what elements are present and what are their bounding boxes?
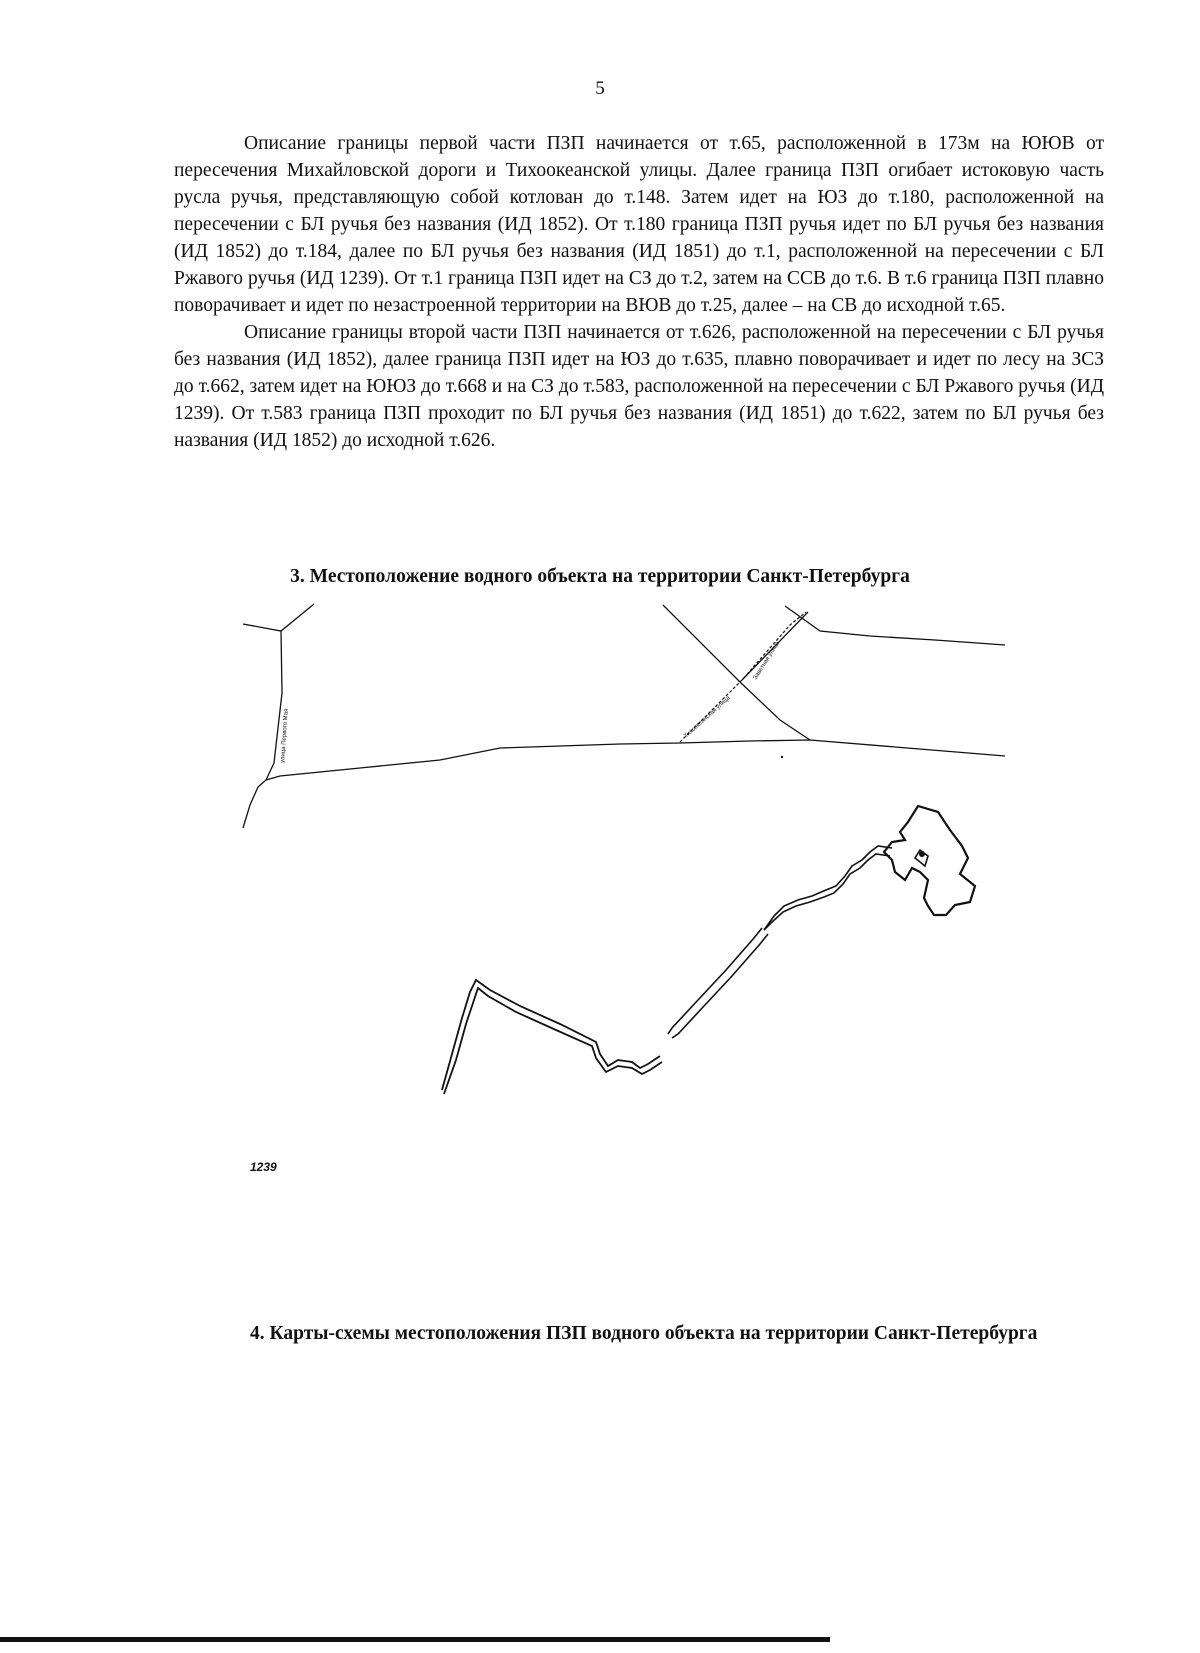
stream-channel-lower <box>764 854 890 930</box>
stream-channel-middle-2 <box>672 934 768 1038</box>
road-line <box>266 740 1005 780</box>
stream-south-b <box>444 988 662 1094</box>
location-map <box>0 600 1200 1180</box>
stream-channel-upper <box>764 846 892 930</box>
diagonal-line <box>663 605 810 740</box>
road-top-right <box>785 606 1005 645</box>
section-3-heading: 3. Местоположение водного объекта на территории Санкт-Петербурга <box>290 566 910 587</box>
stream-channel-middle <box>668 928 762 1034</box>
street-label-vertical: улица Первого Мая <box>280 708 290 764</box>
body-text <box>174 130 1104 454</box>
paragraph-first-part: Описание границы первой части ПЗП начинается от т.65, расположенной в 173м на ЮЮВ от пересечения Михайловской дороги и Тихоокеанской улицы. Далее граница ПЗП огибает истоковую часть русла ручья, представляющую собой котлован до т.148. Затем идет на ЮЗ до т.180, расположенной на пересечении с БЛ ручья без названия (ИД 1852). От т.180 граница ПЗП ручья идет по БЛ ручья без названия (ИД 1852) до т.184, далее по БЛ ручья без названия (ИД 1851) до т.1, расположенной на пересечении с БЛ Ржавого ручья (ИД 1239). От т.1 граница ПЗП идет на СЗ до т.2, затем на ССВ до т.6. В т.6 граница ПЗП плавно поворачивает и идет по незастроенной территории на ВЮВ до т.25, далее – на СВ до исходной т.65. <box>174 133 1104 316</box>
section-4-heading: 4. Карты-схемы местоположения ПЗП водного объекта на территории Санкт-Петербурга <box>250 1323 1038 1344</box>
scan-edge-bar <box>0 1637 830 1642</box>
lake-point <box>919 851 925 857</box>
street-label-diagonal-2: Заветная улица <box>752 640 782 682</box>
page-number: 5 <box>595 78 605 99</box>
map-dot <box>781 756 783 758</box>
stream-code-label: 1239 <box>250 1160 277 1174</box>
street-line-vertical <box>243 631 282 828</box>
street-line-left <box>243 604 314 631</box>
lake-outline <box>884 806 975 915</box>
paragraph-second-part: Описание границы второй части ПЗП начинается от т.626, расположенной на пересечении с БЛ ручья без названия (ИД 1852), далее граница ПЗП идет на ЮЗ до т.635, плавно поворачивает и идет по лесу на ЗСЗ до т.662, затем идет на ЮЮЗ до т.668 и на СЗ до т.583, расположенной на пересечении с БЛ Ржавого ручья (ИД 1239). От т.583 граница ПЗП проходит по БЛ ручья без названия (ИД 1851) до т.622, затем по БЛ ручья без названия (ИД 1852) до исходной т.626. <box>174 322 1104 451</box>
street-label-diagonal-1: Тихоокеанская улица <box>683 695 732 740</box>
